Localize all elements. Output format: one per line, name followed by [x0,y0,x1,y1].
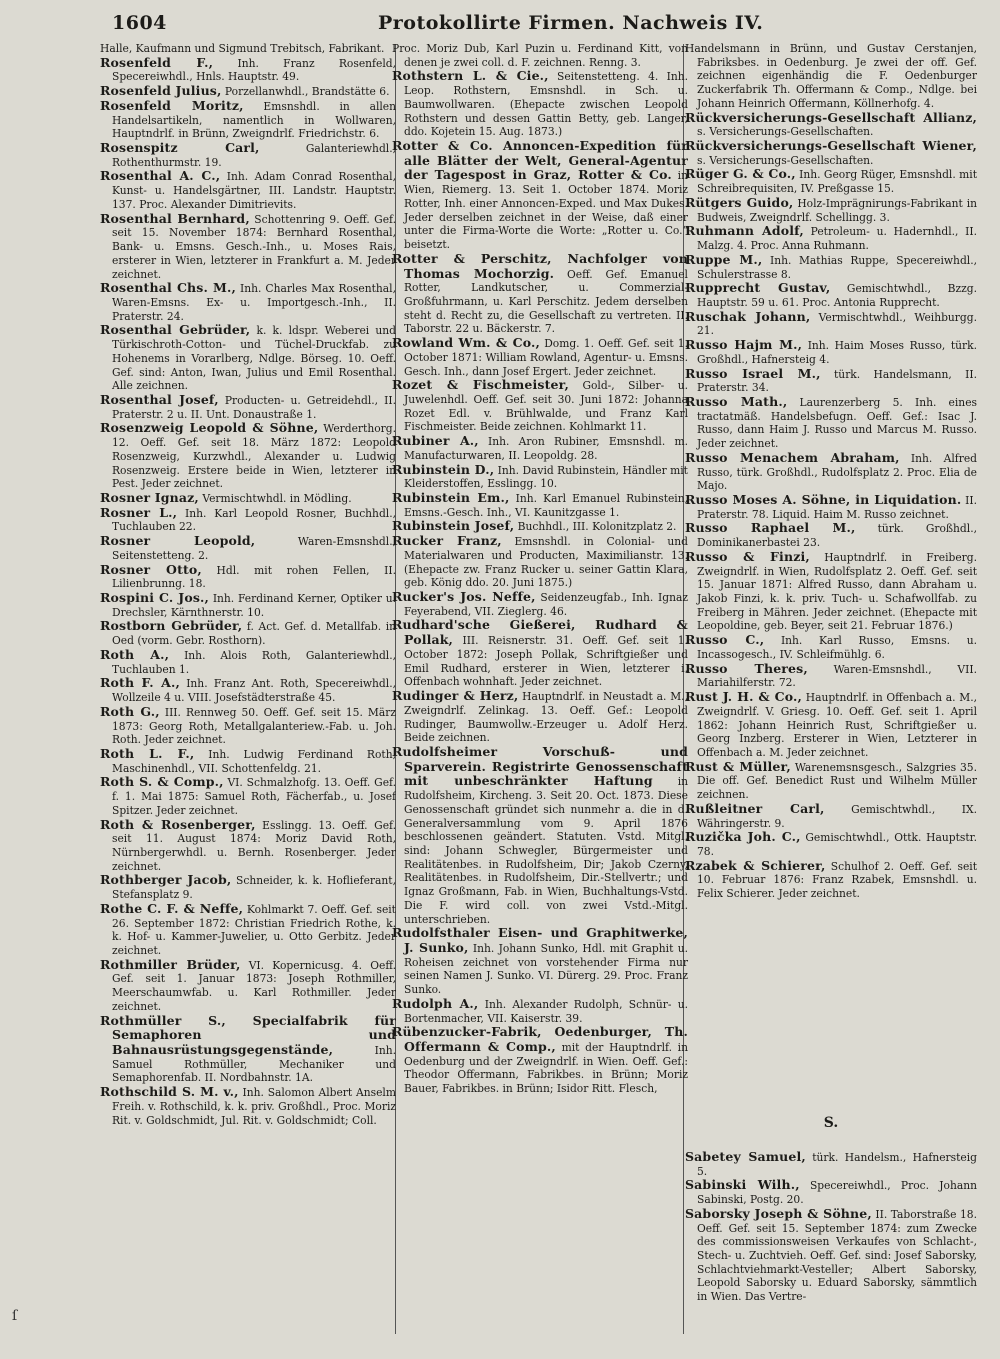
entry-text: Inh. Adam Conrad Rosenthal, Kunst- u. Handelsgärtner, III. Landstr. Hauptstr. 137. Proc. Alexander Dimitrievits. [112,170,396,211]
firm-name: Rudinger & Herz, [392,688,519,704]
entry-text: Vermischtwhdl. in Mödling. [202,492,352,505]
register-entry [685,1178,977,1206]
register-entry [100,1085,396,1127]
register-entry [685,310,977,338]
page-header [0,6,1000,42]
register-entry [685,196,977,224]
firm-name: Russo C., [685,632,765,648]
entry-text: Inh. Georg Rüger, Emsnshdl. mit Schreibrequisiten, IV. Preßgasse 15. [697,168,977,196]
firm-name: Russo Hajm M., [685,337,803,353]
firm-name: Rothstern L. & Cie., [392,68,549,84]
firm-name: Rospini C. Jos., [100,590,210,606]
entry-text: Waren-Emsnshdl., Seitenstetteng. 2. [112,535,396,562]
entry-text: Warenemsnsgesch., Salzgries 35. Die off. Gef. Benedict Rust und Wilhelm Müller zeichnen. [697,760,977,802]
register-entry [392,519,688,534]
entry-text: Inh. Ludwig Ferdinand Roth, Maschinenhdl., VII. Schottenfeldg. 21. [112,747,396,775]
entry-text: türk. Handelsm., Hafnersteig 5. [697,1151,977,1178]
register-entry [685,830,977,858]
firm-name: Rothschild S. M. v., [100,1084,239,1100]
entry-text: Producten- u. Getreidehdl., II. Praterstr. 2 u. II. Unt. Donaustraße 1. [112,393,396,421]
entry-text: Kohlmarkt 7. Oeff. Gef. seit 26. September 1872: Christian Friedrich Rothe, k. k. Hof- u. Kammer-Juwelier, u. Otto Gerbitz. Jeder zeichnet. [112,902,396,957]
firm-name: Rubiner A., [392,433,479,449]
register-entry [100,393,396,421]
entry-text: Petroleum- u. Hadernhdl., II. Malzg. 4. Proc. Anna Ruhmann. [697,225,977,253]
entry-text: Emsnshdl. in Colonial- und Materialwaren und Producten, Maximilianstr. 13. (Ehepacte zw. Franz Rucker u. seiner Gattin Klara, geb. König ddo. 20. Juni 1875.) [404,535,688,590]
register-entry [392,1025,688,1096]
entry-text: f. Act. Gef. d. Metallfab. in Oed (vorm. Gebr. Rosthorn). [112,620,396,648]
entry-text: Emsnshdl. in allen Handelsartikeln, namentlich in Wollwaren, Hauptndrlf. in Brünn, Zweigndrlf. Friedrichstr. 6. [112,99,396,141]
firm-name: Rückversicherungs-Gesellschaft Wiener, [685,138,977,154]
register-entry [100,705,396,747]
entry-text: Inh. Alois Roth, Galanteriewhdl., Tuchlauben 1. [112,648,396,676]
register-entry [392,534,688,590]
entry-text: Schneider, k. k. Hoflieferant, Stefansplatz 9. [112,874,396,902]
firm-name: Rupprecht Gustav, [685,280,831,296]
firm-name: Rucker Franz, [392,533,502,549]
entry-text: Inh. Samuel Rothmüller, Mechaniker und Semaphorenfab. II. Nordbahnstr. 1A. [112,1044,396,1085]
firm-name: Rosner Ignaz, [100,490,199,505]
register-entry [392,491,688,519]
register-entry [392,434,688,462]
firm-name: Rust & Müller, [685,758,791,774]
register-entry [685,662,977,690]
firm-name: Rosenthal Josef, [100,391,219,407]
register-entry [392,42,688,69]
entry-text: Porzellanwhdl., Brandstätte 6. [224,85,390,99]
entry-text: VI. Schmalzhofg. 13. Oeff. Gef. f. 1. Mai 1875: Samuel Roth, Fächerfab., u. Josef Spitzer. Jeder zeichnet. [112,776,396,817]
firm-name: Rosner Leopold, [100,533,256,549]
firm-name: Rothberger Jacob, [100,872,232,888]
firm-name: Rosenthal Gebrüder, [100,322,251,338]
firm-name: Rosenfeld F., [100,54,214,70]
entry-text: Inh. Franz Rosenfeld, Specereiwhdl., Hnls. Hauptstr. 49. [112,56,396,84]
register-entry [100,747,396,775]
entry-text: Inh. David Rubinstein, Händler mit Kleiderstoffen, Esslingg. 10. [404,463,688,491]
firm-name: Rotter & Co. Annoncen-Expedition für alle Blätter der Welt, General-Agentur der Tagespost in Graz, Rotter & Co. [392,138,688,183]
firm-name: Russo Israel M., [685,365,821,381]
register-entry [100,84,396,99]
entry-text: Gemischtwhdl., Bzzg. Hauptstr. 59 u. 61. Proc. Antonia Rupprecht. [697,282,977,309]
entry-text: III. Rennweg 50. Oeff. Gef. seit 15. März 1873: Georg Roth, Metallgalanteriew.-Fab. u. Joh. Roth. Jeder zeichnet. [112,705,396,747]
register-entry [100,563,396,591]
firm-name: Rothe C. F. & Neffe, [100,900,244,916]
register-entry [100,818,396,874]
entry-text: Inh. Alfred Russo, türk. Großhdl., Rudolfsplatz 2. Proc. Elia de Majo. [697,451,977,493]
entry-text: Seidenzeugfab., Inh. Ignaz Feyerabend, VII. Zieglerg. 46. [404,591,688,618]
firm-name: Rosenfeld Moritz, [100,97,244,113]
firm-name: Roth S. & Comp., [100,774,224,790]
entry-text: Galanteriewhdl., Rothenthurmstr. 19. [112,142,396,169]
register-entry [392,745,688,926]
register-entry [685,760,977,802]
firm-name: Roth L. F., [100,745,195,761]
entry-text: s. Versicherungs-Gesellschaften. [697,153,874,167]
firm-name: Rucker's Jos. Neffe, [392,589,536,605]
register-entry [685,395,977,451]
register-entry [685,1207,977,1304]
entry-text: VI. Kopernicusg. 4. Oeff. Gef. seit 1. Januar 1873: Joseph Rothmiller, Meerschaumwfab. u. Karl Rothmiller. Jeder zeichnet. [112,958,396,1013]
firm-name: Rosenspitz Carl, [100,140,260,156]
firm-name: Rudolph A., [392,995,479,1011]
firm-name: Rothmüller S., Specialfabrik für Semaphoren und Bahnausrüstungsgegenstände, [100,1012,396,1058]
entry-text: III. Reisnerstr. 31. Oeff. Gef. seit 1. October 1872: Joseph Pollak, Schriftgießer und Emil Rudhard, ersterer in Wien, letzterer i. Offenbach wohnhaft. Jeder zeichnet. [404,634,688,689]
firm-name: Rußleitner Carl, [685,800,825,816]
firm-name: Rudhard'sche Gießerei, Rudhard & Pollak, [392,617,688,648]
register-entry [685,633,977,661]
entry-text: Schottenring 9. Oeff. Gef. seit 15. November 1874: Bernhard Rosenthal, Bank- u. Emsns. Gesch.-Inh., u. Moses Rais, ersterer in Wien, letzterer in Frankfurt a. M. Jeder zeichnet. [112,212,396,281]
register-entry [392,69,688,139]
firm-name: Russo Raphael M., [685,520,856,536]
register-entry [685,550,977,633]
firm-name: Roth A., [100,646,170,662]
entry-text: Inh. Karl Leopold Rosner, Buchhdl., Tuchlauben 22. [112,506,396,534]
register-entry [392,590,688,618]
entry-text: Buchhdl., III. Kolonitzplatz 2. [517,520,677,534]
register-entry [100,169,396,211]
register-entry [100,591,396,619]
register-entry [100,958,396,1014]
entry-text: türk. Handelsmann, II. Praterstr. 34. [697,367,977,395]
register-entry [100,1014,396,1086]
register-entry [685,367,977,395]
entry-text: Hauptndrlf. in Offenbach a. M., Zweigndrlf. V. Griesg. 10. Oeff. Gef. seit 1. April 1862: Johann Heinrich Rust, Schriftgießer u. Georg Inzberg. Ersterer in Wien, Letzterer in Offenbach a. M. Jeder zeichnet. [697,691,977,759]
firm-name: Russo Menachem Abraham, [685,449,900,465]
entry-text: in Rudolfsheim, Kircheng. 3. Seit 20. Oct. 1873. Diese Genossenschaft gründet sich nunmehr a. die in d. Generalversammlung vom 9. April 1876 beschlossenen geändert. Statuten. Vstd. Mitgl. sind: Johann Schwegler, Bürgermeister und Realitätenbes. in Rudolfsheim, Dir; Jakob Czerny, Realitätenbes. in Rudolfsheim, Dir.-Stellvertr.; und Ignaz Großmann, Fab. in Wien, Buchhaltungs-Vstd. Die F. wird coll. von zwei Vstd.-Mitgl. unterschrieben. [404,775,688,926]
entry-text: Seitenstetteng. 4. Inh. Leop. Rothstern, Emsnshdl. in Sch. u. Baumwollwaren. (Ehepacte zwischen Leopold Rothstern und dessen Gattin Betty, geb. Langer, ddo. Kojetein 15. Aug. 1873.) [404,70,688,139]
firm-name: Ruzička Joh. C., [685,829,801,845]
page-number: 1604 [112,12,167,34]
section-s-entries [685,1150,977,1340]
register-entry [392,463,688,491]
register-entry [685,493,977,521]
firm-name: Roth F. A., [100,675,180,691]
firm-name: Rotter & Perschitz, Nachfolger von Thomas Mochorzig. [392,250,688,281]
entry-text: Schulhof 2. Oeff. Gef. seit 10. Februar 1876: Franz Rzabek, Emsnshdl. u. Felix Schierer. Jeder zeichnet. [697,859,977,901]
entry-text: Inh. Charles Max Rosenthal, Waren-Emsns. Ex- u. Importgesch.-Inh., II. Praterstr. 24. [112,282,396,323]
register-entry [392,689,688,745]
entry-text: Inh. Karl Russo, Emsns. u. Incassogesch., IV. Schleifmühlg. 6. [697,634,977,661]
register-entry [100,534,396,562]
firm-name: Rubinstein Josef, [392,518,515,534]
register-entry [392,997,688,1025]
register-entry [100,42,396,56]
entry-text: Inh. Alexander Rudolph, Schnür- u. Bortenmacher, VII. Kaiserstr. 39. [404,997,688,1025]
firm-name: Rudolfsheimer Vorschuß- und Sparverein. Registrirte Genossenschaft mit unbeschränkter Haftung [392,743,688,789]
firm-name: Rosenzweig Leopold & Söhne, [100,420,319,436]
register-entry [685,521,977,549]
firm-name: Rothmiller Brüder, [100,956,241,972]
register-entry [100,873,396,901]
entry-text: Inh. Ferdinand Kerner, Optiker u. Drechsler, Kärnthnerstr. 10. [112,592,396,619]
firm-name: Rütgers Guido, [685,194,794,210]
entry-text: Proc. Moriz Dub, Karl Puzin u. Ferdinand Kitt, von denen je zwei coll. d. F. zeichnen. Renng. 3. [392,42,688,69]
entry-text: Inh. Aron Rubiner, Emsnshdl. m. Manufacturwaren, II. Leopoldg. 28. [404,435,688,462]
register-entry [100,99,396,141]
entry-text: Vermischtwhdl., Weihburgg. 21. [697,310,977,338]
register-entry [100,648,396,676]
entry-text: Inh. Karl Emanuel Rubinstein, Emsns.-Gesch. Inh., VI. Kaunitzgasse 1. [404,492,688,519]
register-entry [392,618,688,689]
firm-name: Ruschak Johann, [685,308,811,324]
entry-text: Gold-, Silber- u. Juwelenhdl. Oeff. Gef. seit 30. Juni 1872: Johanna Rozet Edl. v. Brühlwalde, und Franz Karl Fischmeister. Beide zeichnen. Kohlmarkt 11. [404,379,688,434]
firm-name: Roth & Rosenberger, [100,816,256,832]
entry-text: Gemischtwhdl., Ottk. Hauptstr. 78. [697,831,977,858]
firm-name: Rosenfeld Julius, [100,83,222,99]
entry-text: Hdl. mit rohen Fellen, II. Lilienbrunng. 18. [112,563,396,591]
register-entry [100,421,396,491]
firm-name: Ruppe M., [685,251,763,267]
register-entry [100,212,396,282]
register-entry [392,139,688,252]
entry-text: II. Praterstr. 78. Liquid. Haim M. Russo zeichnet. [697,494,977,521]
entry-text: II. Taborstraße 18. Oeff. Gef. seit 15. September 1874: zum Zwecke des commissionsweisen Verkaufes von Schlacht-, Stech- u. Zuchtvieh. Oeff. Gef. sind: Josef Saborsky, Schlachtviehmarkt-Vesteller; Albert Saborsky, Leopold Saborsky u. Eduard Saborsky, sämmtlich in Wien. Das Vertre- [697,1207,977,1304]
entry-text: Domg. 1. Oeff. Gef. seit 1. October 1871: William Rowland, Agentur- u. Emsns. Gesch. Inh., dann Josef Ergert. Jeder zeichnet. [404,337,688,378]
register-entry [685,224,977,252]
firm-name: Rosner Otto, [100,561,202,577]
firm-name: Rubinstein Em., [392,490,510,505]
firm-name: Russo Theres, [685,660,808,676]
register-entry [100,323,396,393]
firm-name: Ruhmann Adolf, [685,223,804,239]
register-entry [392,378,688,434]
firm-name: Sabinski Wilh., [685,1177,800,1193]
entry-text: in Wien, Riemerg. 13. Seit 1. October 1874. Moriz Rotter, Inh. einer Annoncen-Exped. und Max Dukes. Jeder derselben zeichnet in der Weise, daß einer unter die Firma-Worte die Worte: „Rotter u. Co.“ beisetzt. [404,169,688,252]
register-entry [100,491,396,506]
column-2 [392,42,688,1247]
entry-text: Werderthorg. 12. Oeff. Gef. seit 18. März 1872: Leopold Rosenzweig, Kurzwhdl., Alexander u. Ludwig Rosenzweig. Erstere beide in Wien, letzterer in Pest. Jeder zeichnet. [112,422,396,491]
register-entry [685,139,977,167]
entry-text: Waren-Emsnshdl., VII. Mariahilferstr. 72. [697,662,977,690]
register-entry [685,802,977,830]
register-entry [100,775,396,817]
entry-text: Inh. Franz Ant. Roth, Specereiwhdl., Wollzeile 4 u. VIII. Josefstädterstraße 45. [112,677,396,705]
entry-text: k. k. ldspr. Weberei und Türkischroth-Cotton- und Tüchel-Druckfab. zu Hohenems in Vorarlberg, Ndlge. Börseg. 10. Oeff. Gef. sind: Anton, Iwan, Julius und Emil Rosenthal. Alle zeichnen. [112,324,396,393]
firm-name: Rübenzucker-Fabrik, Oedenburger, Th. Offermann & Comp., [392,1024,688,1055]
register-entry [685,1150,977,1178]
register-entry [685,281,977,309]
entry-text: Esslingg. 13. Oeff. Gef. seit 11. August 1874: Moriz David Roth, Nürnbergerwhdl. u. Bernh. Rosenberger. Jeder zeichnet. [112,818,396,873]
entry-text: Inh. Mathias Ruppe, Specereiwhdl., Schulerstrasse 8. [697,253,977,281]
register-entry [100,56,396,84]
firm-name: Rosenthal Chs. M., [100,280,237,296]
entry-text: Laurenzerberg 5. Inh. eines tractatmäß. Handelsbefugn. Oeff. Gef.: Isac J. Russo, dann Haim J. Russo und Marcus M. Russo. Jeder zeichnet. [697,395,977,451]
register-entry [100,902,396,958]
entry-text: Oeff. Gef. Emanuel Rotter, Landkutscher, u. Commerzial-Großfuhrmann, u. Karl Perschitz. Jedem derselben steht d. Recht zu, die Gesellschaft zu vertreten. II. Taborstr. 22 u. Bäckerstr. 7. [404,267,688,336]
register-entry [685,451,977,493]
firm-name: Sabetey Samuel, [685,1150,806,1164]
firm-name: Russo & Finzi, [685,548,810,564]
register-entry [685,253,977,281]
entry-text: Gemischtwhdl., IX. Währingerstr. 9. [697,802,977,830]
firm-name: Rowland Wm. & Co., [392,335,540,351]
firm-name: Rzabek & Schierer, [685,857,826,873]
running-title: Protokollirte Firmen. Nachweis IV. [378,12,764,34]
entry-text: mit der Hauptndrlf. in Oedenburg und der Zweigndrlf. in Wien. Oeff. Gef.: Theodor Offermann, Fabrikbes. in Brünn; Moriz Bauer, Fabrikbes. in Brünn; Isidor Ritt. Flesch, [404,1041,688,1096]
firm-name: Saborsky Joseph & Söhne, [685,1205,872,1221]
entry-text: s. Versicherungs-Gesellschaften. [697,125,874,139]
entry-text: Halle, Kaufmann und Sigmund Trebitsch, Fabrikant. [100,42,385,55]
entry-text: Hauptndrlf. in Neustadt a. M., Zweigndrlf. Zelinkag. 13. Oeff. Gef.: Leopold Rudinger, Baumwollw.-Erzeuger u. Adolf Herz. Beide zeichnen. [404,690,688,745]
register-entry [100,676,396,704]
register-entry [392,336,688,378]
register-entry [100,281,396,323]
column-1 [100,42,396,1344]
firm-name: Rubinstein D., [392,461,495,477]
register-entry [685,42,977,111]
entry-text: Inh. Salomon Albert Anselm Freih. v. Rothschild, k. k. priv. Großhdl., Proc. Moriz Rit. v. Goldschmidt, Jul. Rit. v. Goldschmidt; Coll. [112,1086,396,1127]
register-entry [685,690,977,760]
register-entry [100,506,396,534]
entry-text: Inh. Johann Sunko, Hdl. mit Graphit u. Roheisen zeichnet von vorstehender Firma nur seinen Namen J. Sunko. VI. Dürerg. 29. Proc. Franz Sunko. [404,942,688,997]
column-3 [685,42,977,1102]
register-entry [392,926,688,997]
firm-name: Rozet & Fischmeister, [392,377,569,393]
register-entry [100,141,396,169]
firm-name: Rudolfsthaler Eisen- und Graphitwerke, J. Sunko, [392,925,688,955]
entry-text: Hauptndrlf. in Freiberg. Zweigndrlf. in Wien, Rudolfsplatz 2. Oeff. Gef. seit 15. Januar 1871: Alfred Russo, dann Abraham u. Jakob Finzi, k. k. priv. Tuch- u. Schafwollfab. zu Freiberg in Mähren. Jeder zeichnet. (Ehepacte mit Leopoldine, geb. Beyer, seit 21. Februar 1876.) [697,550,977,633]
register-entry [685,167,977,195]
entry-text: Holz-Imprägnirungs-Fabrikant in Budweis, Zweigndrlf. Schellingg. 3. [697,196,977,224]
register-entry [392,252,688,336]
entry-text: türk. Großhdl., Dominikanerbastei 23. [697,522,977,550]
firm-name: Rosner L., [100,504,178,520]
register-entry [100,619,396,647]
firm-name: Roth G., [100,703,160,719]
section-heading-s: S. [823,1115,839,1131]
register-entry [685,111,977,139]
margin-mark: ſ [12,1308,18,1324]
firm-name: Rüger G. & Co., [685,166,796,182]
entry-text: Specereiwhdl., Proc. Johann Sabinski, Postg. 20. [697,1179,977,1207]
firm-name: Rust J. H. & Co., [685,689,803,705]
firm-name: Russo Math., [685,393,788,409]
register-entry [685,859,977,901]
firm-name: Rostborn Gebrüder, [100,618,243,634]
firm-name: Rosenthal A. C., [100,168,221,184]
entry-text: Inh. Haim Moses Russo, türk. Großhdl., Hafnersteig 4. [697,339,977,366]
firm-name: Rückversicherungs-Gesellschaft Allianz, [685,109,977,125]
firm-name: Russo Moses A. Söhne, in Liquidation. [685,492,962,507]
entry-text: Handelsmann in Brünn, und Gustav Cerstanjen, Fabriksbes. in Oedenburg. Je zwei der off. Gef. zeichnen eigenhändig die F. Oedenburger Zuckerfabrik Th. Offermann & Comp., Ndlge. bei Johann Heinrich Offermann, Köllnerhofg. 4. [685,42,977,110]
firm-name: Rosenthal Bernhard, [100,210,250,226]
register-entry [685,338,977,366]
